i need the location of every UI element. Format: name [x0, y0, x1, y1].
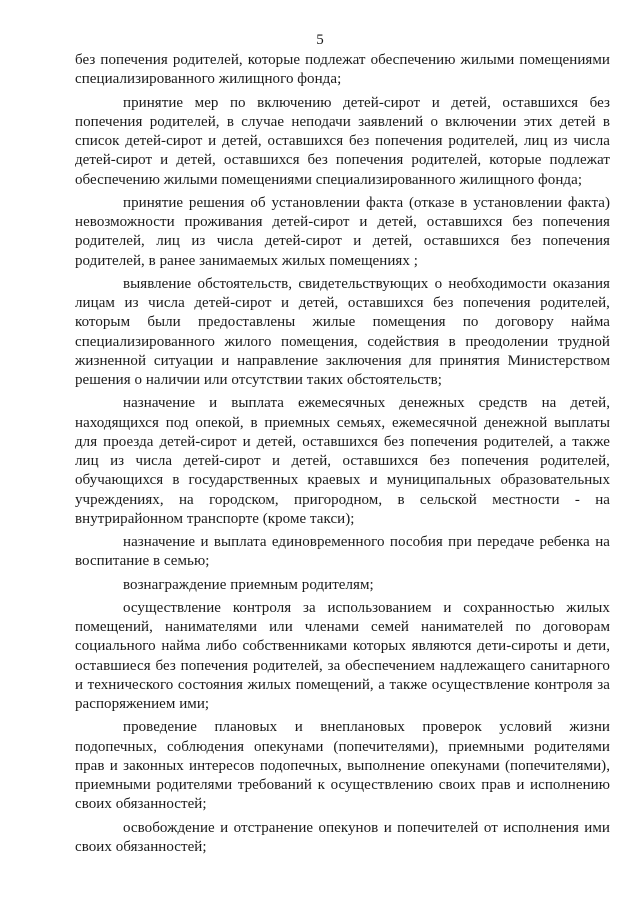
paragraph: назначение и выплата единовременного пособия при передаче ребенка на воспитание в семью; [75, 534, 610, 570]
paragraph: освобождение и отстранение опекунов и попечителей от исполнения ими своих обязанностей; [75, 819, 610, 855]
paragraph: назначение и выплата ежемесячных денежных средств на детей, находящихся под опекой, в приемных семьях, ежемесячной денежной выплаты для проезда детей-сирот и детей, оставшихся без попечения родителей, а также лиц из числа детей-сирот и детей, оставшихся без попечения родителей, обучающихся в государственных краевых и муниципальных образовательных учреждениях, на городском, пригородном, в сельской местности - на внутрирайонном транспорте (кроме такси); [75, 395, 610, 527]
paragraph-continuation: без попечения родителей, которые подлежат обеспечению жилыми помещениями специализированного жилищного фонда; [75, 52, 610, 88]
paragraph: осуществление контроля за использованием и сохранностью жилых помещений, нанимателями или членами семей нанимателей по договорам социального найма либо собственниками которых являются дети-сироты и дети, оставшиеся без попечения родителей, за обеспечением надлежащего санитарного и технического состояния жилых помещений, а также осуществление контроля за распоряжением ими; [75, 599, 610, 712]
paragraph: вознаграждение приемным родителям; [123, 576, 374, 593]
document-body [75, 51, 610, 861]
paragraph: принятие решения об установлении факта (отказе в установлении факта) невозможности проживания детей-сирот и детей, оставшихся без попечения родителей, лиц из числа детей-сирот и детей, оставшихся без попечения родителей, в ранее занимаемых жилых помещениях ; [75, 194, 610, 269]
page-number: 5 [316, 32, 324, 48]
paragraph: принятие мер по включению детей-сирот и детей, оставшихся без попечения родителей, в случае неподачи заявлений о включении этих детей в список детей-сирот и детей, оставшихся без попечения родителей, лиц из числа детей-сирот и детей, оставшихся без попечения родителей, которые подлежат обеспечению жилыми помещениями специализированного жилищного фонда; [75, 94, 610, 188]
paragraph: проведение плановых и внеплановых проверок условий жизни подопечных, соблюдения опекунами (попечителями), приемными родителями прав и законных интересов подопечных, выполнение опекунами (попечителями), приемными родителями требований к осуществлению своих прав и исполнению своих обязанностей; [75, 719, 610, 813]
paragraph: выявление обстоятельств, свидетельствующих о необходимости оказания лицам из числа детей-сирот и детей, оставшихся без попечения родителей, которым были предоставлены жилые помещения по договору найма специализированного жилого помещения, содействия в преодолении трудной жизненной ситуации и направление заключения для принятия Министерством решения о наличии или отсутствии таких обстоятельств; [75, 275, 610, 388]
